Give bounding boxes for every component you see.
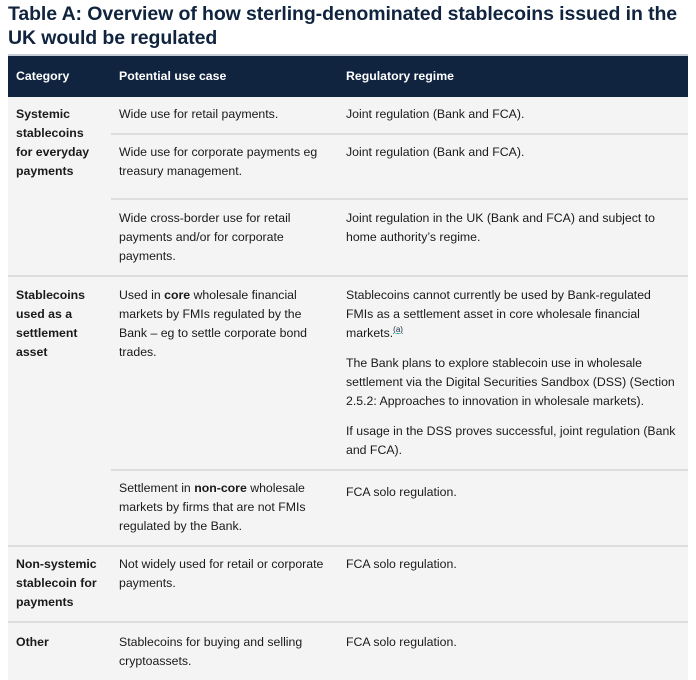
regime-cell — [338, 546, 688, 622]
regime-cell — [338, 97, 688, 134]
category-cell: Other — [8, 622, 111, 680]
regime-text: Joint regulation (Bank and FCA). — [346, 145, 525, 159]
use-case-emphasis: core — [164, 288, 191, 302]
footnote-a-link[interactable]: (a) — [393, 324, 403, 334]
regime-text: Stablecoins cannot currently be used by Bank-regulated FMIs as a settlement asset in core wholesale financial markets. — [346, 288, 651, 340]
table-title: Table A: Overview of how sterling-denominated stablecoins issued in the UK would be regulated — [8, 3, 678, 49]
regime-cell — [338, 470, 688, 546]
regime-text: FCA solo regulation. — [346, 635, 457, 649]
use-case-text-post: wholesale markets by firms that are not FMIs regulated by the Bank. — [119, 481, 306, 533]
regime-cell — [338, 622, 688, 680]
regulation-table — [8, 54, 688, 680]
use-case-cell: Wide use for corporate payments eg treasury management. — [111, 134, 338, 199]
header-category: Category — [8, 55, 111, 97]
use-case-cell: Stablecoins for buying and selling cryptoassets. — [111, 622, 338, 680]
use-case-cell: Wide cross-border use for retail payments and/or for corporate payments. — [111, 199, 338, 276]
use-case-text-pre: Settlement in — [119, 481, 195, 495]
use-case-cell: Wide use for retail payments. — [111, 97, 338, 134]
regime-cell — [338, 134, 688, 199]
use-case-emphasis: non-core — [194, 481, 247, 495]
regime-paragraph: The Bank plans to explore stablecoin use in wholesale settlement via the Digital Securities Sandbox (DSS) (Section 2.5.2: Approaches to innovation in wholesale markets). — [346, 356, 675, 408]
regime-paragraph: If usage in the DSS proves successful, joint regulation (Bank and FCA). — [346, 424, 676, 457]
header-use-case: Potential use case — [111, 55, 338, 97]
table-row — [8, 546, 688, 622]
regime-paragraph — [346, 286, 680, 343]
regime-text: Joint regulation in the UK (Bank and FCA) and subject to home authority’s regime. — [346, 211, 655, 244]
category-cell: Systemic stablecoins for everyday payments — [8, 97, 111, 276]
use-case-text-post: wholesale financial markets by FMIs regulated by the Bank – eg to settle corporate bond trades. — [119, 288, 307, 359]
regime-text: Joint regulation (Bank and FCA). — [346, 107, 525, 121]
table-row — [8, 276, 688, 470]
regime-cell — [338, 199, 688, 276]
use-case-cell: Not widely used for retail or corporate payments. — [111, 546, 338, 622]
regime-cell — [338, 276, 688, 470]
table-row — [8, 622, 688, 680]
table-header — [8, 55, 688, 97]
use-case-cell — [111, 276, 338, 470]
regime-text: FCA solo regulation. — [346, 557, 457, 571]
table-row — [8, 97, 688, 134]
category-cell: Non-systemic stablecoin for payments — [8, 546, 111, 622]
header-regime: Regulatory regime — [338, 55, 688, 97]
regime-text: FCA solo regulation. — [346, 485, 457, 499]
use-case-cell — [111, 470, 338, 546]
category-cell: Stablecoins used as a settlement asset — [8, 276, 111, 546]
use-case-text-pre: Used in — [119, 288, 165, 302]
